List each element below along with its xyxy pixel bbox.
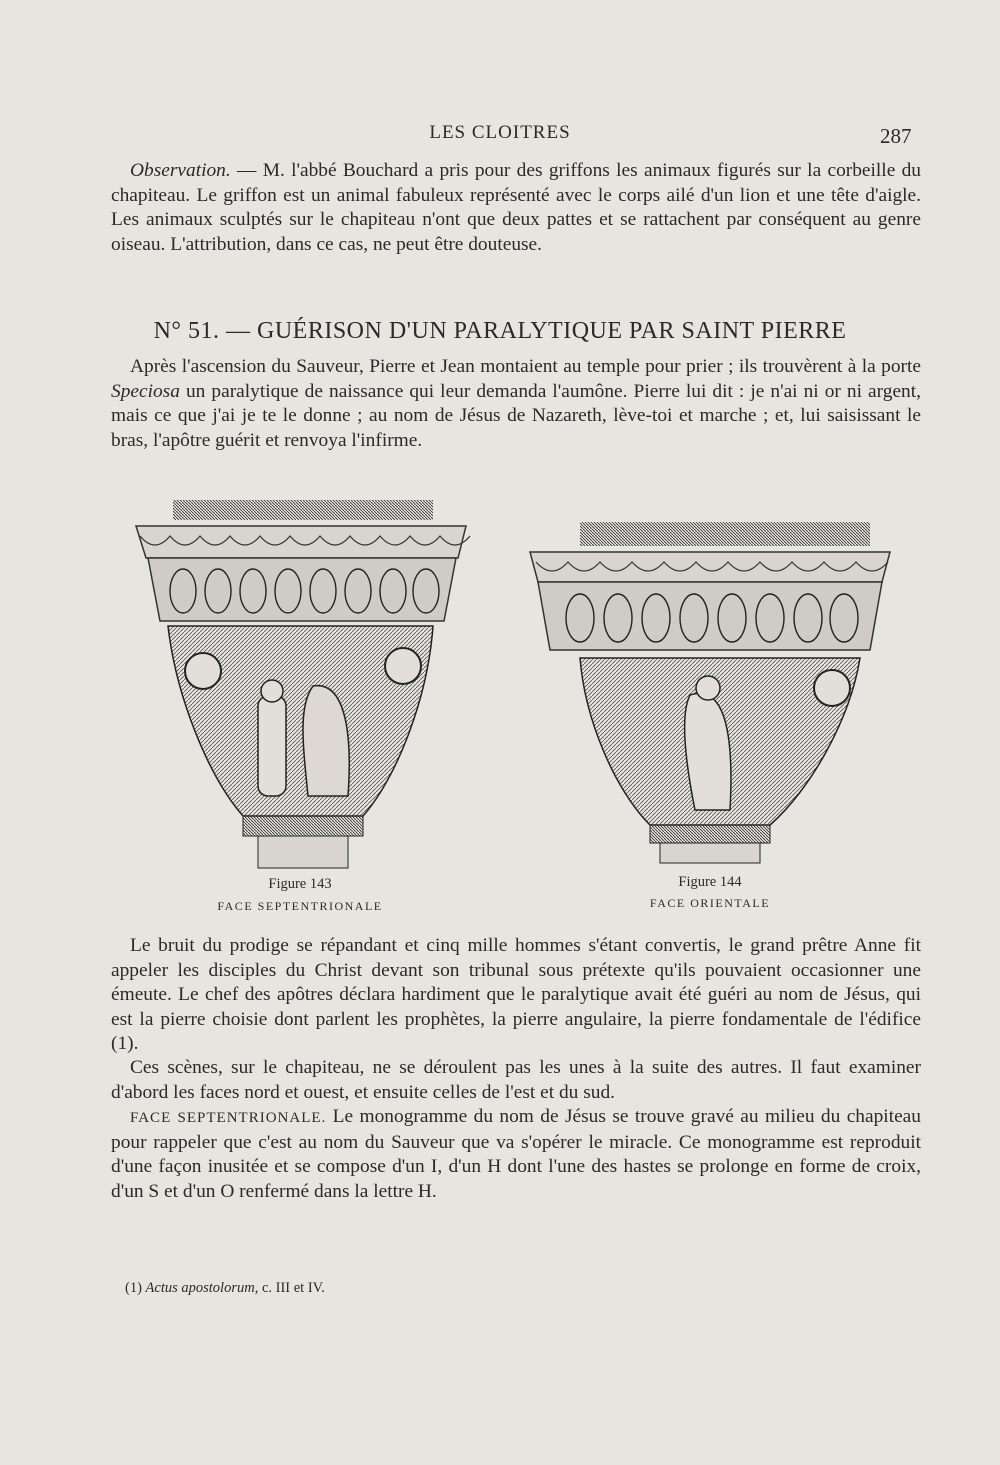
intro-text-before: Après l'ascension du Sauveur, Pierre et Jean montaient au temple pour prier ; ils trouvèrent à la porte [130, 356, 921, 377]
intro-paragraph [111, 355, 921, 453]
body-paragraph-2-text: Ces scènes, sur le chapiteau, ne se déroulent pas les unes à la suite des autres. Il faut examiner d'abord les faces nord et ouest, et ensuite celles de l'est et du sud. [111, 1057, 921, 1103]
face-label: FACE SEPTENTRIONALE. [130, 1110, 327, 1126]
running-title: LES CLOITRES [429, 122, 571, 143]
footnote-italic: Actus apostolorum, [145, 1280, 259, 1296]
body-paragraph-1-text: Le bruit du prodige se répandant et cinq mille hommes s'étant convertis, le grand prêtre Anne fit appeler les disciples du Christ devant son tribunal sous prétexte qu'ils pouvaient occasionner une émeute. Le chef des apôtres déclara hardiment que le paralytique avait été guéri au nom de Jésus, qui est la pierre choisie dont parlent les prophètes, la pierre angulaire, la pierre fondamentale de l'édifice (1). [111, 935, 921, 1054]
figure-143-illustration [128, 496, 473, 871]
figure-143-caption: FACE SEPTENTRIONALE [217, 899, 383, 913]
footnote [125, 1280, 325, 1297]
body-paragraph-2 [111, 1056, 921, 1105]
body-paragraph-3-text: Le monogramme du nom de Jésus se trouve gravé au milieu du chapiteau pour rappeler que c'est au nom du Sauveur que va s'opérer le miracle. Ce monogramme est reproduit d'une façon inusitée et se compose d'un I, d'un H dont l'une des hastes se prolonge en forme de croix, d'un S et d'un O renfermé dans la lettre H. [111, 1106, 921, 1202]
intro-italic: Speciosa [111, 380, 180, 402]
footnote-number: (1) [125, 1280, 142, 1296]
figure-144-illustration [520, 520, 900, 865]
observation-label: Observation. [130, 160, 231, 181]
figure-144-label: Figure 144 [678, 874, 742, 890]
body-paragraph-1 [111, 934, 921, 1057]
intro-text-after: un paralytique de naissance qui leur demanda l'aumône. Pierre lui dit : je n'ai ni or ni argent, mais ce que j'ai je te le donne ; au nom de Jésus de Nazareth, lève-toi et marche ; et, lui saisissant le bras, l'apôtre guérit et renvoya l'infirme. [111, 380, 921, 451]
body-paragraph-3 [111, 1105, 921, 1204]
figure-144-caption: FACE ORIENTALE [649, 896, 771, 910]
observation-paragraph [111, 159, 921, 257]
page-number: 287 [880, 124, 912, 148]
footnote-rest: c. III et IV. [258, 1280, 325, 1296]
section-heading: N° 51. — GUÉRISON D'UN PARALYTIQUE PAR SAINT PIERRE [153, 318, 847, 344]
observation-text: — M. l'abbé Bouchard a pris pour des griffons les animaux figurés sur la corbeille du chapiteau. Le griffon est un animal fabuleux représenté avec le corps ailé d'un lion et une tête d'aigle. Les animaux sculptés sur le chapiteau n'ont que deux pattes et se rattachent par conséquent au genre oiseau. L'attribution, dans ce cas, ne peut être douteuse. [111, 160, 921, 255]
figure-143-label: Figure 143 [268, 876, 332, 892]
